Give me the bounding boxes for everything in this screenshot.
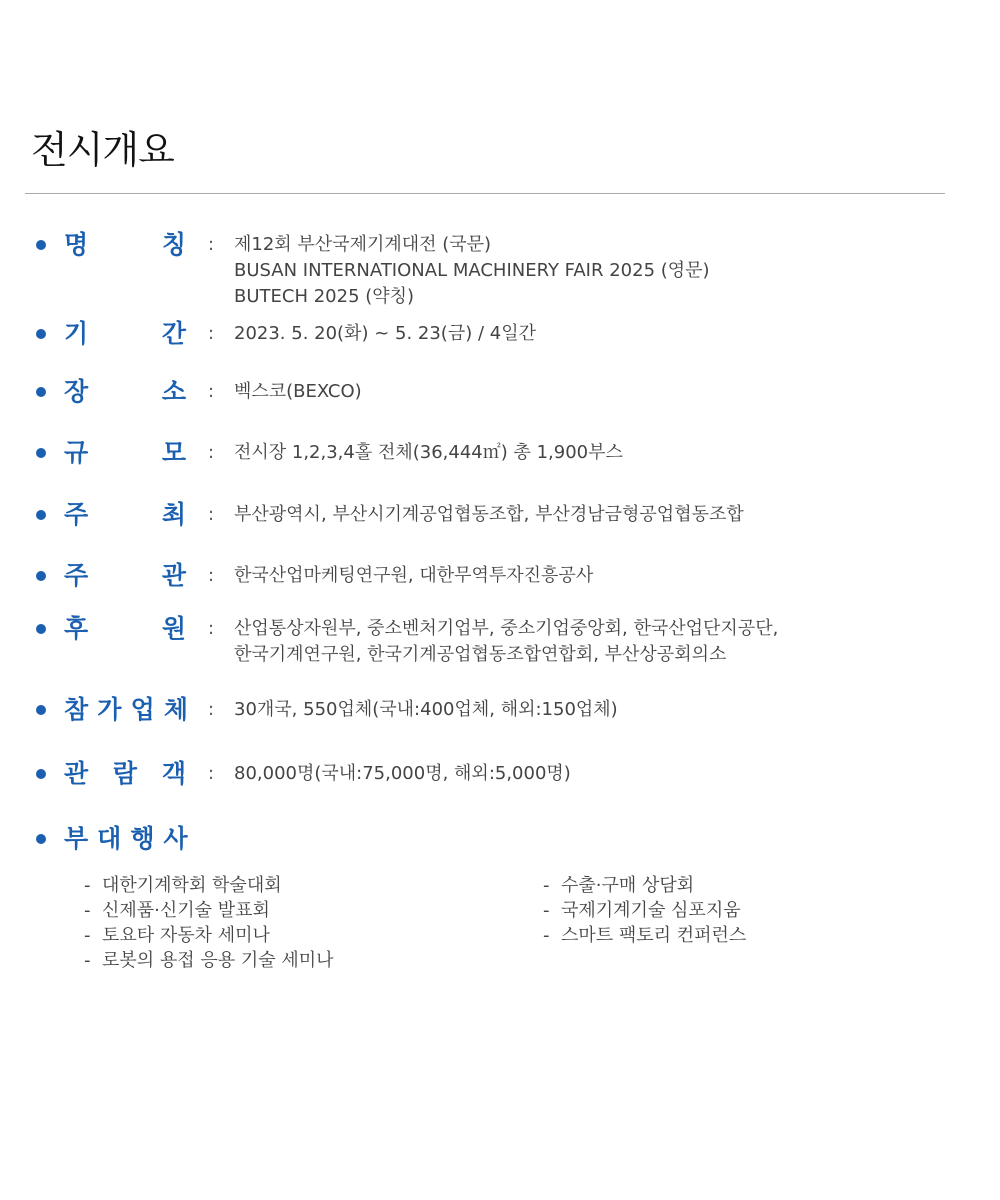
bullet-icon bbox=[36, 624, 46, 634]
value-line: 제12회 부산국제기계대전 (국문) bbox=[234, 234, 492, 255]
bullet-icon bbox=[36, 834, 46, 844]
title-char: 사 bbox=[163, 824, 188, 853]
event-name: 토요타 자동차 세미나 bbox=[102, 925, 270, 946]
row-value bbox=[234, 379, 362, 405]
event-name: 로봇의 용접 응용 기술 세미나 bbox=[102, 950, 334, 971]
event-name: 수출·구매 상담회 bbox=[561, 875, 695, 896]
row-value bbox=[234, 616, 778, 668]
dash: - bbox=[543, 900, 550, 921]
row-value bbox=[234, 440, 623, 466]
list-item bbox=[543, 873, 746, 898]
dash: - bbox=[543, 925, 550, 946]
event-name: 신제품·신기술 발표회 bbox=[102, 900, 270, 921]
label-char: 기 bbox=[64, 319, 89, 348]
row-value bbox=[234, 761, 571, 787]
label-char: 람 bbox=[112, 759, 138, 788]
bullet-icon bbox=[36, 510, 46, 520]
label-char: 규 bbox=[64, 438, 89, 467]
label-char: 주 bbox=[64, 500, 89, 529]
list-item bbox=[84, 948, 334, 973]
events-list-right bbox=[543, 873, 746, 948]
label-char: 객 bbox=[161, 759, 186, 788]
colon: : bbox=[208, 565, 215, 586]
dash: - bbox=[84, 950, 91, 971]
colon: : bbox=[208, 381, 215, 402]
value-line: BUTECH 2025 (약칭) bbox=[234, 286, 415, 307]
bullet-icon bbox=[36, 571, 46, 581]
colon: : bbox=[208, 323, 215, 344]
dash: - bbox=[543, 875, 550, 896]
label-char: 참 bbox=[64, 695, 89, 724]
value-line: 산업통상자원부, 중소벤처기업부, 중소기업중앙회, 한국산업단지공단, bbox=[234, 618, 779, 639]
colon: : bbox=[208, 763, 215, 784]
list-item bbox=[84, 923, 334, 948]
label-char: 관 bbox=[161, 561, 186, 590]
colon: : bbox=[208, 618, 215, 639]
bullet-icon bbox=[36, 769, 46, 779]
colon: : bbox=[208, 504, 215, 525]
bullet-icon bbox=[36, 329, 46, 339]
row-label bbox=[64, 377, 186, 407]
bullet-icon bbox=[36, 448, 46, 458]
value-line: 80,000명(국내:75,000명, 해외:5,000명) bbox=[234, 763, 571, 784]
row-label bbox=[64, 695, 188, 725]
label-char: 소 bbox=[161, 377, 186, 406]
label-char: 명 bbox=[64, 230, 89, 259]
row-label bbox=[64, 438, 186, 468]
row-value bbox=[234, 697, 618, 723]
list-item bbox=[84, 898, 334, 923]
events-title bbox=[64, 824, 188, 854]
label-char: 장 bbox=[64, 377, 89, 406]
list-item bbox=[543, 898, 746, 923]
row-label bbox=[64, 561, 186, 591]
value-line: 부산광역시, 부산시기계공업협동조합, 부산경남금형공업협동조합 bbox=[234, 504, 744, 525]
value-line: BUSAN INTERNATIONAL MACHINERY FAIR 2025 (영문) bbox=[234, 260, 710, 281]
bullet-icon bbox=[36, 387, 46, 397]
value-line: 30개국, 550업체(국내:400업체, 해외:150업체) bbox=[234, 699, 618, 720]
row-value bbox=[234, 563, 593, 589]
colon: : bbox=[208, 699, 215, 720]
value-line: 한국기계연구원, 한국기계공업협동조합연합회, 부산상공회의소 bbox=[234, 644, 727, 665]
row-label bbox=[64, 759, 186, 789]
label-char: 간 bbox=[161, 319, 186, 348]
colon: : bbox=[208, 442, 215, 463]
label-char: 최 bbox=[161, 500, 186, 529]
event-name: 대한기계학회 학술대회 bbox=[102, 875, 282, 896]
dash: - bbox=[84, 925, 91, 946]
row-label bbox=[64, 319, 186, 349]
bullet-icon bbox=[36, 705, 46, 715]
value-line: 2023. 5. 20(화) ~ 5. 23(금) / 4일간 bbox=[234, 323, 536, 344]
label-char: 주 bbox=[64, 561, 89, 590]
list-item bbox=[84, 873, 334, 898]
event-name: 스마트 팩토리 컨퍼런스 bbox=[561, 925, 747, 946]
events-list-left bbox=[84, 873, 334, 973]
dash: - bbox=[84, 900, 91, 921]
label-char: 모 bbox=[161, 438, 186, 467]
value-line: 벡스코(BEXCO) bbox=[234, 381, 362, 402]
row-label bbox=[64, 230, 186, 260]
value-line: 전시장 1,2,3,4홀 전체(36,444㎡) 총 1,900부스 bbox=[234, 442, 623, 463]
colon: : bbox=[208, 234, 215, 255]
row-value bbox=[234, 232, 710, 310]
dash: - bbox=[84, 875, 91, 896]
event-name: 국제기계기술 심포지움 bbox=[561, 900, 741, 921]
row-label bbox=[64, 500, 186, 530]
label-char: 후 bbox=[64, 614, 89, 643]
row-value bbox=[234, 502, 744, 528]
label-char: 가 bbox=[97, 695, 122, 724]
label-char: 체 bbox=[163, 695, 188, 724]
value-line: 한국산업마케팅연구원, 대한무역투자진흥공사 bbox=[234, 565, 594, 586]
title-divider bbox=[25, 193, 945, 194]
label-char: 관 bbox=[64, 759, 89, 788]
title-char: 행 bbox=[130, 824, 155, 853]
title-char: 대 bbox=[97, 824, 122, 853]
list-item bbox=[543, 923, 746, 948]
title-char: 부 bbox=[64, 824, 89, 853]
label-char: 업 bbox=[130, 695, 155, 724]
label-char: 칭 bbox=[161, 230, 186, 259]
row-value bbox=[234, 321, 536, 347]
bullet-icon bbox=[36, 240, 46, 250]
row-label bbox=[64, 614, 186, 644]
label-char: 원 bbox=[161, 614, 186, 643]
page-title: 전시개요 bbox=[31, 128, 174, 172]
